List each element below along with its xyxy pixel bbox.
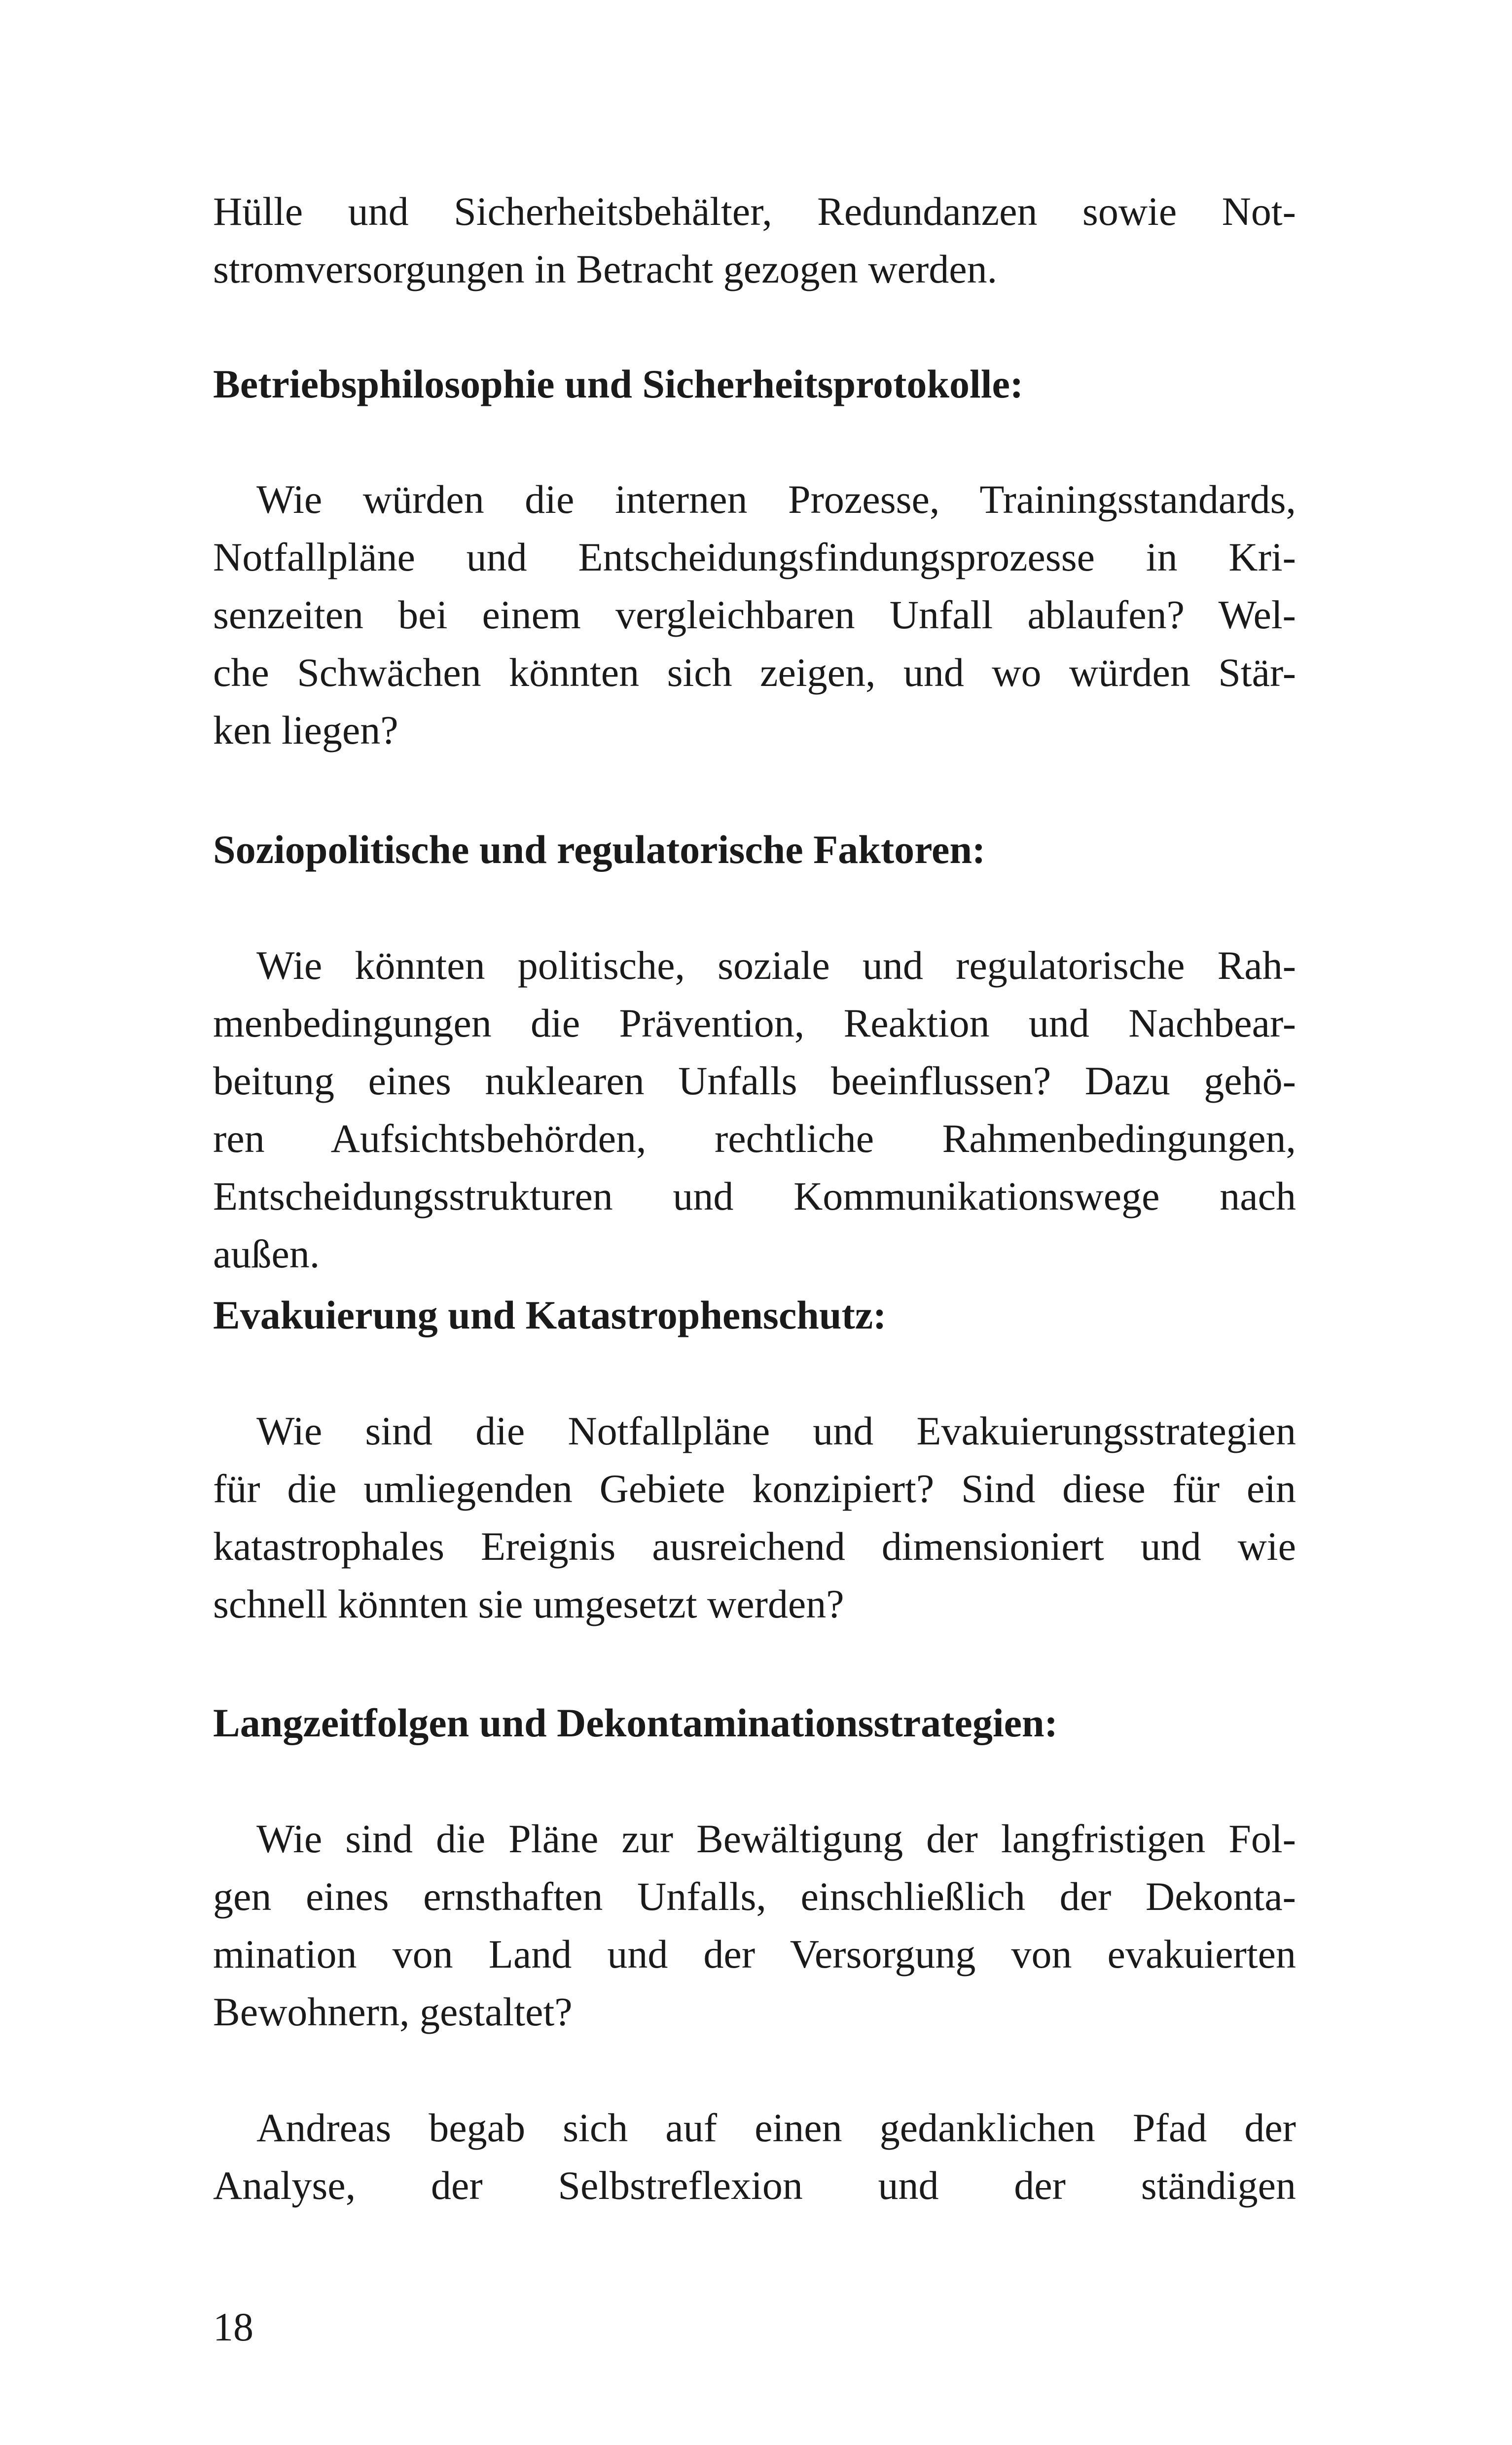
paragraph-betriebsphilosophie: [213, 470, 1296, 759]
text-line: che Schwächen könnten sich zeigen, und wo würden Stär-: [213, 650, 1296, 695]
text-line: Bewohnern, gestaltet?: [213, 1989, 573, 2034]
text-line: Analyse, der Selbstreflexion und der ständigen: [213, 2163, 1296, 2208]
text-line: Wie sind die Pläne zur Bewältigung der langfristigen Fol-: [256, 1816, 1296, 1861]
section-heading-betriebsphilosophie: Betriebsphilosophie und Sicherheitsprotokolle:: [213, 361, 1024, 406]
page-number: 18: [213, 2304, 253, 2349]
text-line: außen.: [213, 1231, 320, 1276]
paragraph-andreas: [213, 2099, 1296, 2214]
text-line: Notfallpläne und Entscheidungsfindungsprozesse in Kri-: [213, 535, 1296, 579]
paragraph-langzeitfolgen: [213, 1810, 1296, 2041]
text-line: Entscheidungsstrukturen und Kommunikationswege nach: [213, 1174, 1296, 1219]
text-line: Andreas begab sich auf einen gedanklichen Pfad der: [256, 2105, 1296, 2150]
text-line: Hülle und Sicherheitsbehälter, Redundanzen sowie Not-: [213, 189, 1296, 234]
text-line: beitung eines nuklearen Unfalls beeinflussen? Dazu gehö-: [213, 1058, 1296, 1103]
text-line: stromversorgungen in Betracht gezogen werden.: [213, 247, 998, 291]
text-line: mination von Land und der Versorgung von evakuierten: [213, 1932, 1296, 1977]
section-heading-langzeitfolgen: Langzeitfolgen und Dekontaminationsstrategien:: [213, 1700, 1058, 1745]
text-line: Wie sind die Notfallpläne und Evakuierungsstrategien: [256, 1408, 1296, 1453]
text-line: gen eines ernsthaften Unfalls, einschließlich der Dekonta-: [213, 1874, 1296, 1919]
text-line: menbedingungen die Prävention, Reaktion und Nachbear-: [213, 1001, 1296, 1045]
section-heading-evakuierung: Evakuierung und Katastrophenschutz:: [213, 1293, 887, 1337]
paragraph-evakuierung: [213, 1402, 1296, 1633]
section-heading-soziopolitische-faktoren: Soziopolitische und regulatorische Faktoren:: [213, 827, 986, 872]
text-line: Wie könnten politische, soziale und regulatorische Rah-: [256, 943, 1296, 988]
text-line: senzeiten bei einem vergleichbaren Unfall ablaufen? Wel-: [213, 592, 1296, 637]
paragraph-intro: [213, 182, 1296, 298]
text-line: Wie würden die internen Prozesse, Trainingsstandards,: [256, 477, 1296, 522]
text-line: ken liegen?: [213, 708, 398, 753]
text-line: katastrophales Ereignis ausreichend dimensioniert und wie: [213, 1524, 1296, 1569]
text-line: schnell könnten sie umgesetzt werden?: [213, 1582, 844, 1626]
text-line: ren Aufsichtsbehörden, rechtliche Rahmenbedingungen,: [213, 1116, 1296, 1161]
paragraph-soziopolitische-faktoren: [213, 936, 1296, 1283]
text-line: für die umliegenden Gebiete konzipiert? Sind diese für ein: [213, 1466, 1296, 1511]
